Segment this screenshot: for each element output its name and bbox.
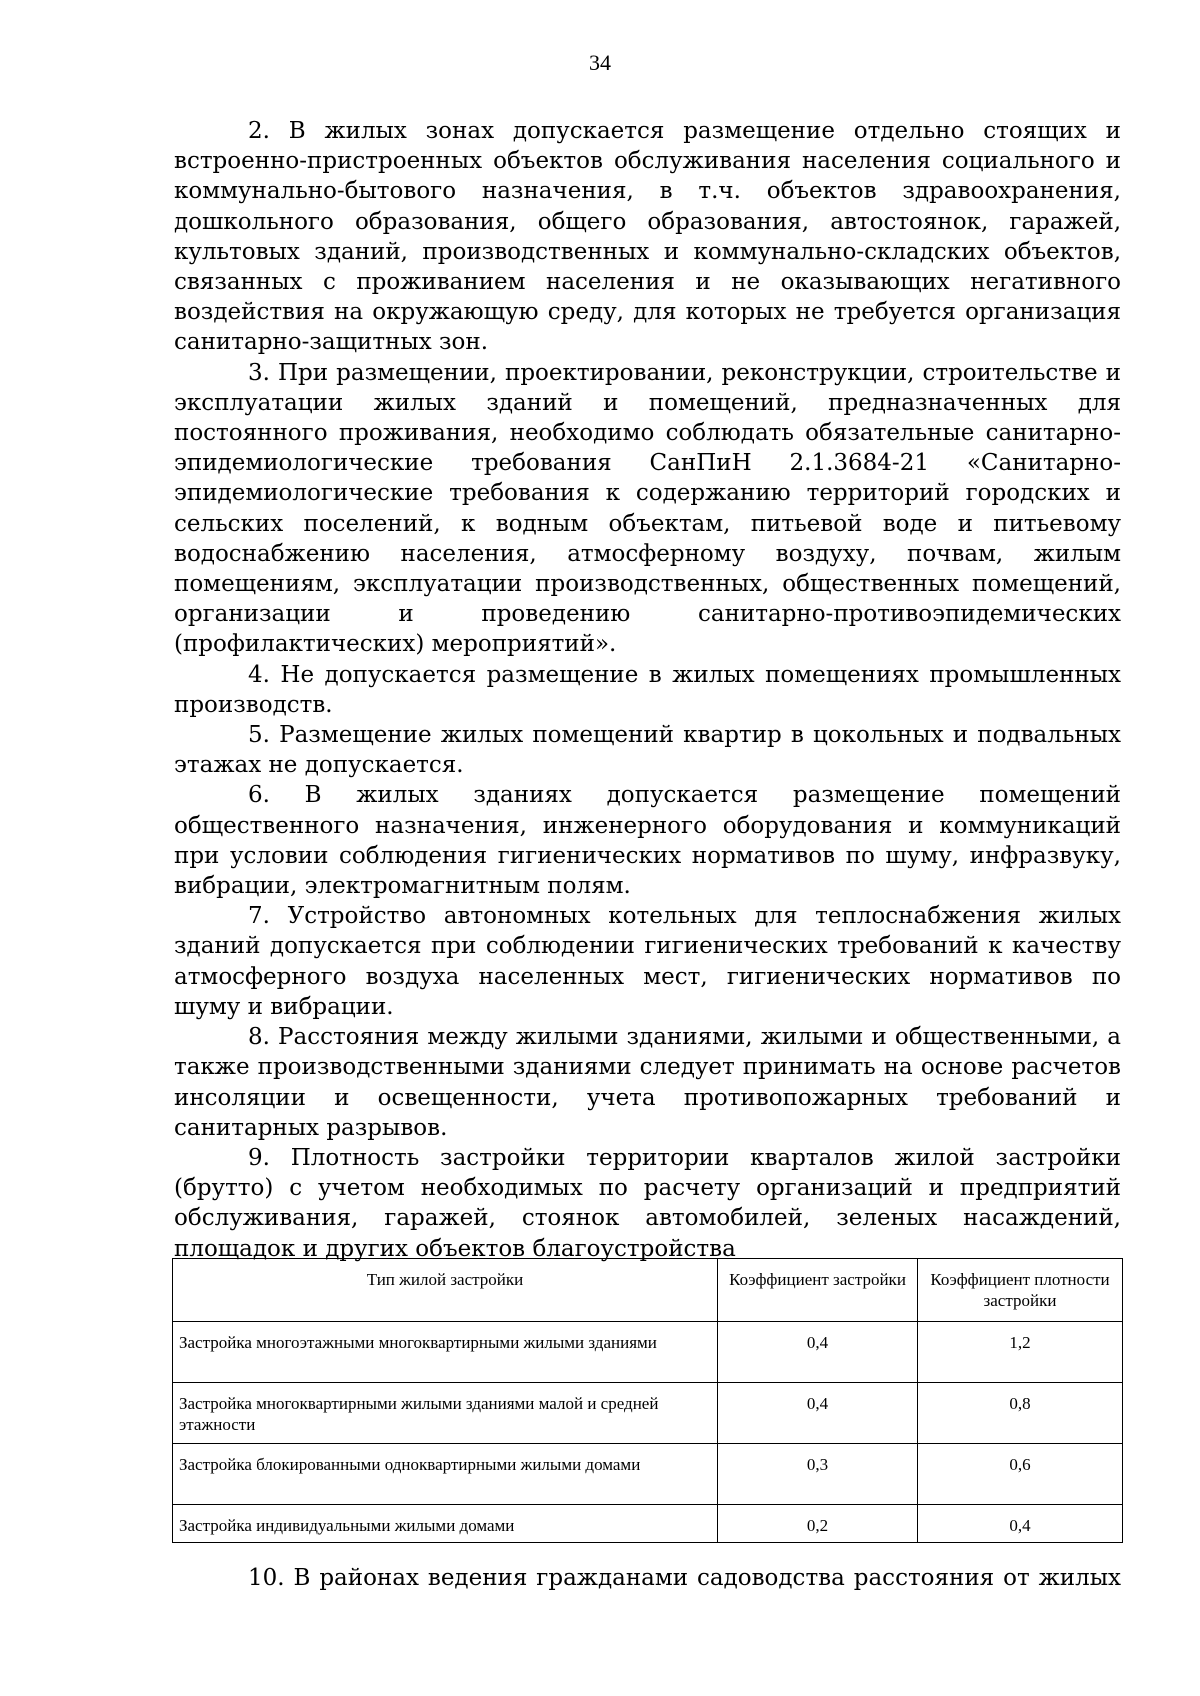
paragraph-4: 4. Не допускается размещение в жилых помещениях промышленных производств. [174, 661, 1121, 718]
row-coverage: 0,2 [718, 1505, 918, 1543]
row-type: Застройка многоэтажными многоквартирными жилыми зданиями [173, 1322, 718, 1383]
row-type: Застройка блокированными одноквартирными жилыми домами [173, 1444, 718, 1505]
row-type: Застройка многоквартирными жилыми зданиями малой и средней этажности [173, 1383, 718, 1444]
paragraph-5: 5. Размещение жилых помещений квартир в цокольных и подвальных этажах не допускается. [174, 722, 1121, 779]
row-density: 0,4 [918, 1505, 1123, 1543]
table-row [173, 1322, 1123, 1383]
header-coverage: Коэффициент застройки [718, 1259, 918, 1322]
density-table [172, 1258, 1123, 1543]
document-body [174, 116, 1121, 1264]
paragraph-3: 3. При размещении, проектировании, реконструкции, строительстве и эксплуатации жилых зданий и помещений, предназначенных для постоянного проживания, необходимо соблюдать обязательные санитарно-эпидемиологические требования СанПиН 2.1.3684-21 «Санитарно-эпидемиологические требования к содержанию территорий городских и сельских поселений, к водным объектам, питьевой воде и питьевому водоснабжению населения, атмосферному воздуху, почвам, жилым помещениям, эксплуатации производственных, общественных помещений, организации и проведению санитарно-противоэпидемических (профилактических) мероприятий». [174, 359, 1121, 658]
row-type: Застройка индивидуальными жилыми домами [173, 1505, 718, 1543]
table-row [173, 1383, 1123, 1444]
table-row [173, 1505, 1123, 1543]
paragraph-9: 9. Плотность застройки территории кварталов жилой застройки (брутто) с учетом необходимых по расчету организаций и предприятий обслуживания, гаражей, стоянок автомобилей, зеленых насаждений, площадок и других объектов благоустройства [174, 1144, 1121, 1262]
row-coverage: 0,4 [718, 1322, 918, 1383]
row-coverage: 0,4 [718, 1383, 918, 1444]
paragraph-6: 6. В жилых зданиях допускается размещение помещений общественного назначения, инженерного оборудования и коммуникаций при условии соблюдения гигиенических нормативов по шуму, инфразвуку, вибрации, электромагнитным полям. [174, 782, 1121, 900]
paragraph-2: 2. В жилых зонах допускается размещение отдельно стоящих и встроенно-пристроенных объектов обслуживания населения социального и коммунально-бытового назначения, в т.ч. объектов здравоохранения, дошкольного образования, общего образования, автостоянок, гаражей, культовых зданий, производственных и коммунально-складских объектов, связанных с проживанием населения и не оказывающих негативного воздействия на окружающую среду, для которых не требуется организация санитарно-защитных зон. [174, 118, 1121, 356]
page-number: 34 [589, 50, 611, 75]
paragraph-7: 7. Устройство автономных котельных для теплоснабжения жилых зданий допускается при соблюдении гигиенических требований к качеству атмосферного воздуха населенных мест, гигиенических нормативов по шуму и вибрации. [174, 903, 1121, 1020]
header-density: Коэффициент плотности застройки [918, 1259, 1123, 1322]
table-row [173, 1444, 1123, 1505]
row-density: 0,6 [918, 1444, 1123, 1505]
row-coverage: 0,3 [718, 1444, 918, 1505]
row-density: 1,2 [918, 1322, 1123, 1383]
row-density: 0,8 [918, 1383, 1123, 1444]
paragraph-8: 8. Расстояния между жилыми зданиями, жилыми и общественными, а также производственными зданиями следует принимать на основе расчетов инсоляции и освещенности, учета противопожарных требований и санитарных разрывов. [174, 1024, 1121, 1141]
table-header-row [173, 1259, 1123, 1322]
paragraph-10: 10. В районах ведения гражданами садоводства расстояния от жилых [248, 1565, 1121, 1591]
header-type: Тип жилой застройки [173, 1259, 718, 1322]
